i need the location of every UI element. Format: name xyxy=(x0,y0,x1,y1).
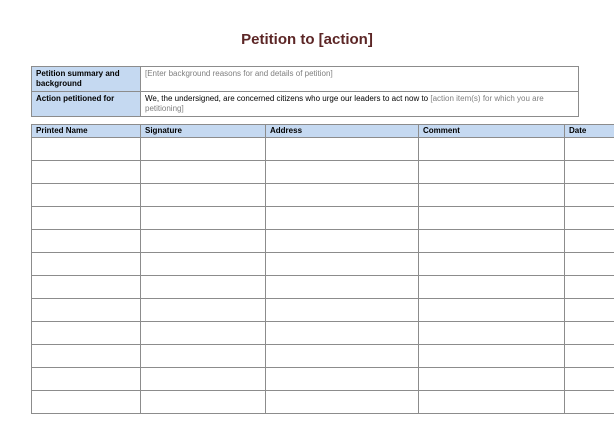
date-cell[interactable] xyxy=(565,391,614,414)
date-cell[interactable] xyxy=(565,345,614,368)
table-row xyxy=(32,253,614,276)
table-row xyxy=(32,161,614,184)
action-field[interactable] xyxy=(141,92,579,117)
printed-name-cell[interactable] xyxy=(32,230,141,253)
comment-cell[interactable] xyxy=(419,253,565,276)
table-row xyxy=(32,368,614,391)
address-cell[interactable] xyxy=(266,391,419,414)
date-cell[interactable] xyxy=(565,368,614,391)
petition-info-table xyxy=(31,66,579,117)
date-cell[interactable] xyxy=(565,230,614,253)
printed-name-cell[interactable] xyxy=(32,322,141,345)
summary-field[interactable] xyxy=(141,67,579,92)
comment-cell[interactable] xyxy=(419,276,565,299)
comment-cell[interactable] xyxy=(419,161,565,184)
comment-cell[interactable] xyxy=(419,391,565,414)
table-row xyxy=(32,207,614,230)
address-cell[interactable] xyxy=(266,276,419,299)
printed-name-cell[interactable] xyxy=(32,138,141,161)
printed-name-cell[interactable] xyxy=(32,276,141,299)
address-cell[interactable] xyxy=(266,299,419,322)
date-cell[interactable] xyxy=(565,138,614,161)
comment-cell[interactable] xyxy=(419,138,565,161)
signature-cell[interactable] xyxy=(141,322,266,345)
summary-row xyxy=(32,67,579,92)
date-cell[interactable] xyxy=(565,276,614,299)
address-cell[interactable] xyxy=(266,368,419,391)
printed-name-cell[interactable] xyxy=(32,391,141,414)
table-row xyxy=(32,230,614,253)
printed-name-cell[interactable] xyxy=(32,299,141,322)
printed-name-cell[interactable] xyxy=(32,368,141,391)
date-cell[interactable] xyxy=(565,161,614,184)
action-placeholder: [action item(s) for which you are petitioning] xyxy=(145,94,544,113)
table-row xyxy=(32,391,614,414)
comment-cell[interactable] xyxy=(419,345,565,368)
signature-header-row xyxy=(32,125,614,138)
date-cell[interactable] xyxy=(565,207,614,230)
address-cell[interactable] xyxy=(266,322,419,345)
comment-cell[interactable] xyxy=(419,230,565,253)
table-row xyxy=(32,322,614,345)
signature-cell[interactable] xyxy=(141,138,266,161)
printed-name-cell[interactable] xyxy=(32,253,141,276)
printed-name-cell[interactable] xyxy=(32,161,141,184)
signature-cell[interactable] xyxy=(141,253,266,276)
signature-cell[interactable] xyxy=(141,207,266,230)
header-signature: Signature xyxy=(141,125,266,138)
signature-table xyxy=(31,124,614,414)
address-cell[interactable] xyxy=(266,230,419,253)
signature-cell[interactable] xyxy=(141,161,266,184)
date-cell[interactable] xyxy=(565,253,614,276)
summary-placeholder: [Enter background reasons for and details of petition] xyxy=(145,69,333,78)
address-cell[interactable] xyxy=(266,345,419,368)
comment-cell[interactable] xyxy=(419,207,565,230)
page-title: Petition to [action] xyxy=(241,31,373,48)
header-comment: Comment xyxy=(419,125,565,138)
signature-cell[interactable] xyxy=(141,345,266,368)
action-label: Action petitioned for xyxy=(32,92,141,117)
comment-cell[interactable] xyxy=(419,368,565,391)
address-cell[interactable] xyxy=(266,138,419,161)
address-cell[interactable] xyxy=(266,184,419,207)
signature-cell[interactable] xyxy=(141,276,266,299)
header-printed-name: Printed Name xyxy=(32,125,141,138)
action-intro-text: We, the undersigned, are concerned citizens who urge our leaders to act now to xyxy=(145,94,431,103)
signature-cell[interactable] xyxy=(141,184,266,207)
table-row xyxy=(32,184,614,207)
comment-cell[interactable] xyxy=(419,322,565,345)
table-row xyxy=(32,138,614,161)
header-address: Address xyxy=(266,125,419,138)
comment-cell[interactable] xyxy=(419,299,565,322)
summary-label: Petition summary and background xyxy=(32,67,141,92)
signature-rows xyxy=(32,138,614,414)
signature-cell[interactable] xyxy=(141,368,266,391)
table-row xyxy=(32,299,614,322)
signature-cell[interactable] xyxy=(141,391,266,414)
table-row xyxy=(32,345,614,368)
address-cell[interactable] xyxy=(266,207,419,230)
date-cell[interactable] xyxy=(565,299,614,322)
printed-name-cell[interactable] xyxy=(32,207,141,230)
header-date: Date xyxy=(565,125,614,138)
address-cell[interactable] xyxy=(266,253,419,276)
printed-name-cell[interactable] xyxy=(32,184,141,207)
signature-cell[interactable] xyxy=(141,230,266,253)
table-row xyxy=(32,276,614,299)
date-cell[interactable] xyxy=(565,184,614,207)
signature-cell[interactable] xyxy=(141,299,266,322)
printed-name-cell[interactable] xyxy=(32,345,141,368)
action-row xyxy=(32,92,579,117)
date-cell[interactable] xyxy=(565,322,614,345)
comment-cell[interactable] xyxy=(419,184,565,207)
address-cell[interactable] xyxy=(266,161,419,184)
